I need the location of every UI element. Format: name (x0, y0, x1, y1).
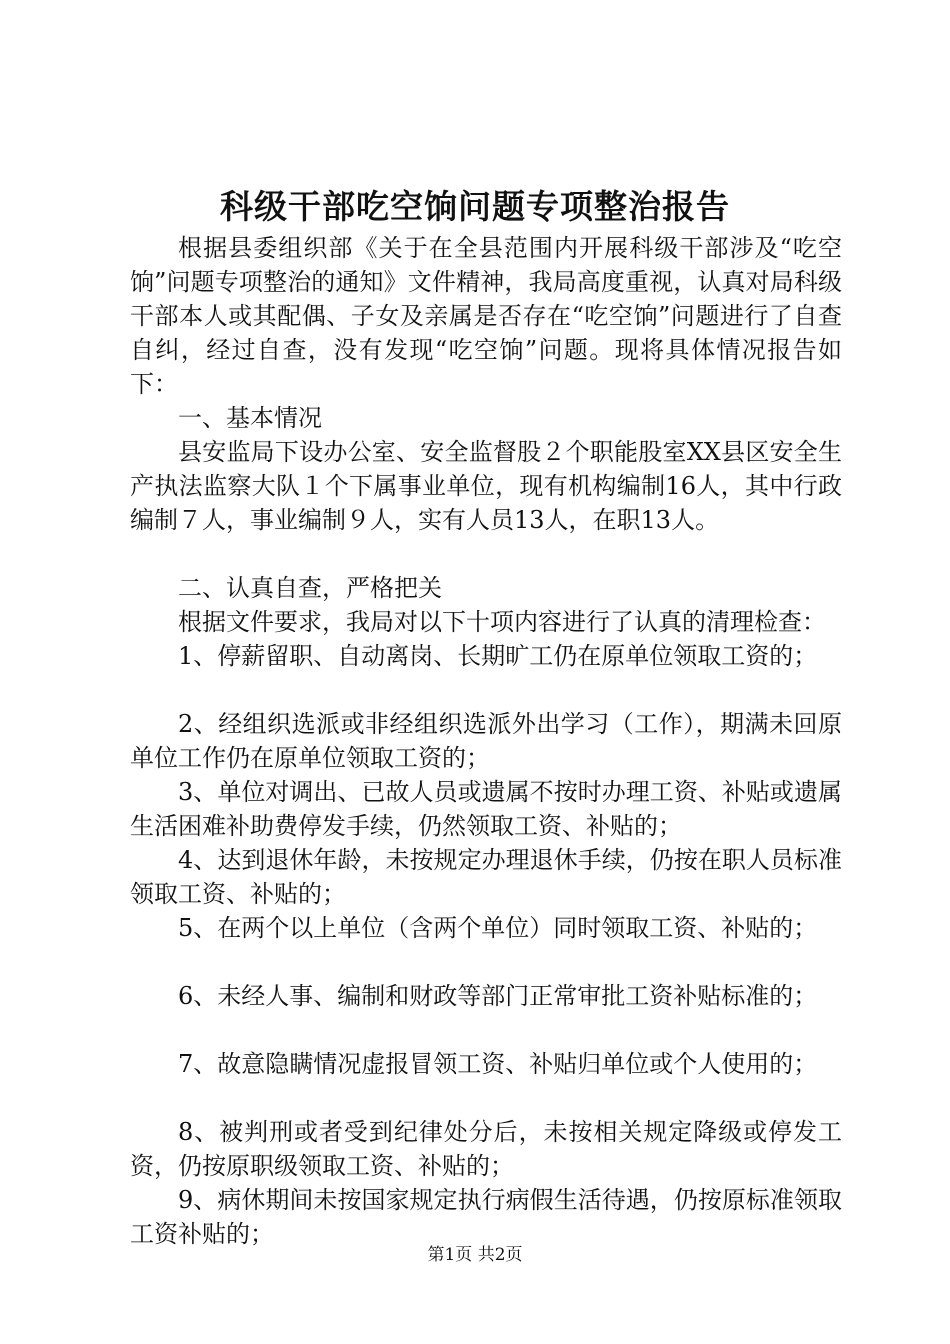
list-item-7: 7、故意隐瞒情况虚报冒领工资、补贴归单位或个人使用的； (178, 1050, 818, 1078)
intro-paragraph: 根据县委组织部《关于在全县范围内开展科级干部涉及“吃空饷”问题专项整治的通知》文件精神，我局高度重视，认真对局科级干部本人或其配偶、子女及亲属是否存在“吃空饷”问题进行了自查自纠，经过自查，没有发现“吃空饷”问题。现将具体情况报告如下： (130, 234, 842, 398)
list-item-9: 9、病休期间未按国家规定执行病假生活待遇，仍按原标准领取工资补贴的； (130, 1186, 842, 1248)
blank-line (130, 1081, 842, 1115)
document-title: 科级干部吃空饷问题专项整治报告 (220, 187, 730, 226)
document-body (130, 231, 842, 1251)
section-heading-check: 二、认真自查，严格把关 (178, 574, 442, 602)
list-item-4: 4、达到退休年龄，未按规定办理退休手续，仍按在职人员标准领取工资、补贴的； (130, 846, 842, 908)
list-item-3: 3、单位对调出、已故人员或遗属不按时办理工资、补贴或遗属生活困难补助费停发手续，仍然领取工资、补贴的； (130, 778, 842, 840)
blank-line (130, 537, 842, 571)
section-heading-basic: 一、基本情况 (178, 404, 322, 432)
check-intro-paragraph: 根据文件要求，我局对以下十项内容进行了认真的清理检查： (178, 608, 826, 636)
list-item-5: 5、在两个以上单位（含两个单位）同时领取工资、补贴的； (178, 914, 818, 942)
page-number: 第1页 共2页 (427, 1245, 523, 1265)
list-item-8: 8、被判刑或者受到纪律处分后，未按相关规定降级或停发工资，仍按原职级领取工资、补贴的； (130, 1118, 842, 1180)
blank-line (130, 1013, 842, 1047)
list-item-6: 6、未经人事、编制和财政等部门正常审批工资补贴标准的； (178, 982, 818, 1010)
blank-line (130, 945, 842, 979)
blank-line (130, 673, 842, 707)
basic-info-paragraph: 县安监局下设办公室、安全监督股２个职能股室XX县区安全生产执法监察大队１个下属事业单位，现有机构编制16人，其中行政编制７人，事业编制９人，实有人员13人，在职13人。 (130, 438, 842, 534)
list-item-2: 2、经组织选派或非经组织选派外出学习（工作），期满未回原单位工作仍在原单位领取工资的； (130, 710, 842, 772)
list-item-1: 1、停薪留职、自动离岗、长期旷工仍在原单位领取工资的； (178, 642, 818, 670)
